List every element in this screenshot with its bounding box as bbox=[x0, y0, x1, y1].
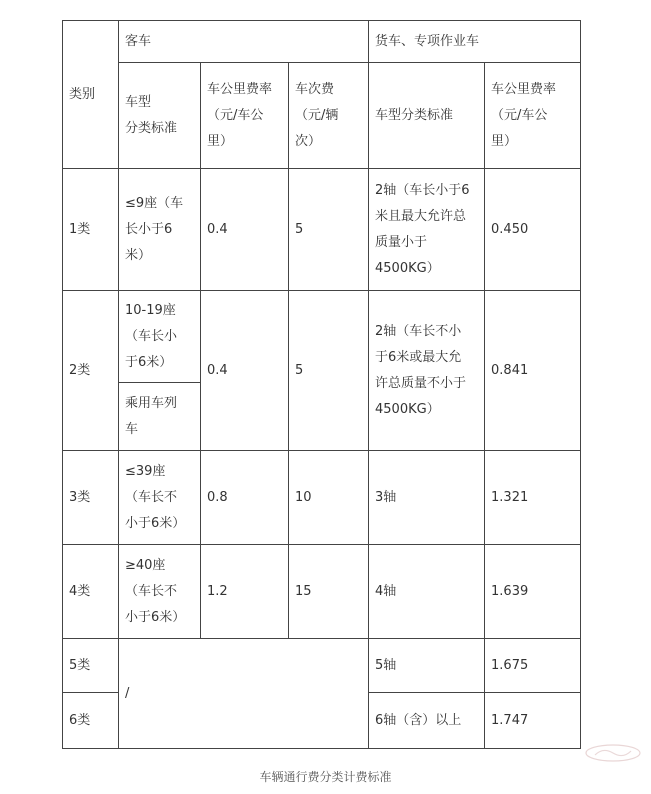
cell-p-type bbox=[119, 545, 201, 639]
header-t-rate-line: 里） bbox=[491, 133, 518, 149]
header-p-rate bbox=[201, 63, 289, 169]
header-t-rate-line: （元/车公 bbox=[491, 107, 548, 123]
header-t-type: 车型分类标准 bbox=[369, 63, 485, 169]
cell-p-rate: 1.2 bbox=[201, 545, 289, 639]
table-caption: 车辆通行费分类计费标准 bbox=[259, 770, 392, 784]
cell-p-type bbox=[119, 451, 201, 545]
cell-t-type bbox=[369, 169, 485, 291]
cell-category: 2类 bbox=[63, 291, 119, 451]
header-p-trip bbox=[289, 63, 369, 169]
cell-line: （车长小 bbox=[125, 328, 178, 344]
cell-p-rate: 0.4 bbox=[201, 291, 289, 451]
cell-category: 6类 bbox=[63, 693, 119, 749]
table-row bbox=[63, 169, 581, 291]
cell-line: 米） bbox=[125, 247, 152, 263]
cell-line: 4500KG） bbox=[375, 401, 440, 417]
header-t-rate bbox=[485, 63, 581, 169]
cell-line: 于6米） bbox=[125, 354, 173, 370]
table-row bbox=[63, 545, 581, 639]
cell-t-rate: 0.450 bbox=[485, 169, 581, 291]
cell-category: 5类 bbox=[63, 639, 119, 693]
table-row bbox=[63, 451, 581, 545]
cell-line: 于6米或最大允 bbox=[375, 349, 462, 365]
header-category: 类别 bbox=[63, 21, 119, 169]
cell-p-rate: 0.4 bbox=[201, 169, 289, 291]
header-p-type-line: 分类标准 bbox=[125, 120, 178, 136]
cell-p-rate: 0.8 bbox=[201, 451, 289, 545]
header-t-rate-line: 车公里费率 bbox=[491, 81, 557, 97]
header-truck: 货车、专项作业车 bbox=[369, 21, 581, 63]
cell-p-type bbox=[119, 383, 201, 451]
cell-line: 乘用车列 bbox=[125, 395, 178, 411]
cell-line: 2轴（车长小于6 bbox=[375, 182, 470, 198]
cell-line: 许总质量不小于 bbox=[375, 375, 467, 391]
header-p-trip-line: （元/辆 bbox=[295, 107, 339, 123]
cell-t-type: 3轴 bbox=[369, 451, 485, 545]
cell-line: 小于6米） bbox=[125, 515, 186, 531]
cell-line: 长小于6 bbox=[125, 221, 173, 237]
cell-category: 3类 bbox=[63, 451, 119, 545]
cell-category: 4类 bbox=[63, 545, 119, 639]
cell-line: ≤39座 bbox=[125, 463, 166, 479]
cell-line: 米且最大允许总 bbox=[375, 208, 467, 224]
header-p-rate-line: 里） bbox=[207, 133, 234, 149]
cell-t-rate: 0.841 bbox=[485, 291, 581, 451]
header-passenger: 客车 bbox=[119, 21, 369, 63]
cell-line: 4500KG） bbox=[375, 260, 440, 276]
cell-t-type: 4轴 bbox=[369, 545, 485, 639]
cell-p-type bbox=[119, 169, 201, 291]
cell-line: ≤9座（车 bbox=[125, 195, 184, 211]
header-p-type-line: 车型 bbox=[125, 94, 152, 110]
cell-p-type bbox=[119, 291, 201, 383]
cell-line: 2轴（车长不小 bbox=[375, 323, 462, 339]
table-row bbox=[63, 291, 581, 383]
cell-t-rate: 1.747 bbox=[485, 693, 581, 749]
cell-line: ≥40座 bbox=[125, 557, 166, 573]
header-p-trip-line: 车次费 bbox=[295, 81, 335, 97]
cell-line: 小于6米） bbox=[125, 609, 186, 625]
cell-p-trip: 10 bbox=[289, 451, 369, 545]
header-p-rate-line: 车公里费率 bbox=[207, 81, 273, 97]
cell-line: 10-19座 bbox=[125, 302, 176, 318]
header-p-trip-line: 次） bbox=[295, 133, 322, 149]
header-p-type bbox=[119, 63, 201, 169]
table-row bbox=[63, 639, 581, 693]
cell-line: （车长不 bbox=[125, 583, 178, 599]
cell-t-type: 5轴 bbox=[369, 639, 485, 693]
cell-passenger-merged: / bbox=[119, 639, 369, 749]
cell-p-trip: 15 bbox=[289, 545, 369, 639]
cell-t-rate: 1.639 bbox=[485, 545, 581, 639]
cell-t-type: 6轴（含）以上 bbox=[369, 693, 485, 749]
cell-p-trip: 5 bbox=[289, 169, 369, 291]
cell-line: 车 bbox=[125, 421, 139, 437]
cell-t-type bbox=[369, 291, 485, 451]
fee-table bbox=[62, 20, 581, 749]
cell-p-trip: 5 bbox=[289, 291, 369, 451]
header-p-rate-line: （元/车公 bbox=[207, 107, 264, 123]
cell-t-rate: 1.321 bbox=[485, 451, 581, 545]
watermark-logo-icon bbox=[583, 742, 643, 764]
cell-line: 质量小于 bbox=[375, 234, 428, 250]
cell-line: （车长不 bbox=[125, 489, 178, 505]
cell-category: 1类 bbox=[63, 169, 119, 291]
cell-t-rate: 1.675 bbox=[485, 639, 581, 693]
